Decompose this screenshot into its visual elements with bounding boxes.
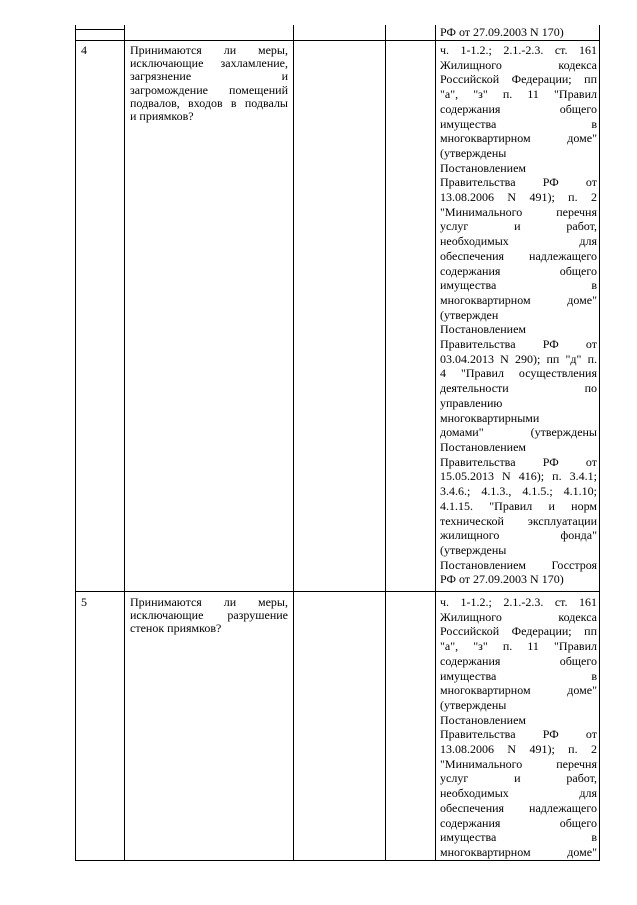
reference-line: Постановлением [440, 322, 527, 337]
reference-line: "Минимального перечня [440, 756, 597, 771]
row-number: 4 [81, 43, 87, 57]
reference-line: 13.08.2006 N 491); п. 2 [440, 742, 597, 757]
reference-line: многоквартирном доме" [440, 844, 597, 859]
reference-line: Российской Федерации; пп [440, 72, 597, 87]
reference-line: обеспечения надлежащего [440, 248, 597, 263]
reference-line: многоквартирном доме" [440, 131, 597, 146]
question-line: и приямков? [130, 109, 194, 124]
top-stub-line [75, 29, 125, 30]
reference-line: Правительства РФ от [440, 175, 597, 190]
reference-line: РФ от 27.09.2003 N 170) [440, 572, 564, 587]
reference-line: содержания общего [440, 815, 597, 830]
reference-line: 03.04.2013 N 290); пп "д" п. [440, 351, 597, 366]
reference-line: Правительства РФ от [440, 337, 597, 352]
question-line: исключающие разрушение [130, 608, 288, 623]
question-line: подвалов, входов в подвалы [130, 95, 288, 110]
column-divider-1 [124, 25, 125, 861]
reference-line: имущества в [440, 116, 597, 131]
reference-line: "Минимального перечня [440, 204, 597, 219]
reference-line: (утверждены [440, 145, 507, 160]
reference-line: Жилищного кодекса [440, 609, 597, 624]
reference-line: 4 "Правил осуществления [440, 366, 597, 381]
reference-line: Постановлением [440, 712, 527, 727]
reference-line: имущества в [440, 668, 597, 683]
reference-line: Правительства РФ от [440, 454, 597, 469]
question-line: Принимаются ли меры, [130, 43, 288, 57]
question-cell [130, 44, 288, 123]
question-line: Принимаются ли меры, [130, 595, 288, 609]
reference-line: ч. 1-1.2.; 2.1.-2.3. ст. 161 [440, 595, 597, 609]
reference-line: управлению [440, 395, 503, 410]
question-line: стенок приямков? [130, 621, 222, 636]
reference-line: необходимых для [440, 234, 597, 249]
reference-line: многоквартирном доме" [440, 683, 597, 698]
question-line: исключающие захламление, [130, 56, 288, 71]
reference-line: 4.1.15. "Правил и норм [440, 498, 597, 513]
reference-line: "а", "з" п. 11 "Правил [440, 639, 597, 654]
column-divider-3 [385, 25, 386, 861]
reference-line: (утверждены [440, 697, 507, 712]
reference-cell [440, 43, 597, 587]
reference-line: домами" (утверждены [440, 425, 597, 440]
table-border-left [75, 25, 76, 861]
reference-line: ч. 1-1.2.; 2.1.-2.3. ст. 161 [440, 43, 597, 57]
reference-cell [440, 25, 597, 40]
reference-line: деятельности по [440, 381, 597, 396]
reference-line: содержания общего [440, 653, 597, 668]
reference-cell [440, 595, 597, 860]
reference-line: Российской Федерации; пп [440, 624, 597, 639]
reference-line: (утверждены [440, 542, 507, 557]
row-divider-2 [75, 591, 600, 592]
reference-line: Постановлением Госстроя [440, 557, 597, 572]
reference-line: жилищного фонда" [440, 528, 597, 543]
reference-line: 3.4.6.; 4.1.3., 4.1.5.; 4.1.10; [440, 484, 597, 499]
question-line: загрязнение и [130, 69, 288, 84]
column-divider-4 [435, 25, 436, 861]
reference-line: содержания общего [440, 101, 597, 116]
question-cell [130, 596, 288, 636]
row-divider-1 [75, 40, 600, 41]
reference-line: имущества в [440, 830, 597, 845]
reference-line: Постановлением [440, 439, 527, 454]
table-border-right [599, 25, 600, 861]
question-line: загромождение помещений [130, 82, 288, 97]
reference-line: технической эксплуатации [440, 513, 597, 528]
reference-line: 13.08.2006 N 491); п. 2 [440, 190, 597, 205]
reference-line: имущества в [440, 278, 597, 293]
reference-line: Постановлением [440, 160, 527, 175]
reference-line: РФ от 27.09.2003 N 170) [440, 25, 564, 39]
reference-line: Правительства РФ от [440, 727, 597, 742]
reference-line: "а", "з" п. 11 "Правил [440, 87, 597, 102]
reference-line: многоквартирном доме" [440, 292, 597, 307]
column-divider-2 [293, 25, 294, 861]
reference-line: Жилищного кодекса [440, 57, 597, 72]
reference-line: 15.05.2013 N 416); п. 3.4.1; [440, 469, 597, 484]
reference-line: (утвержден [440, 307, 499, 322]
reference-line: обеспечения надлежащего [440, 800, 597, 815]
table-border-bottom [75, 860, 600, 861]
reference-line: услуг и работ, [440, 219, 597, 234]
reference-line: содержания общего [440, 263, 597, 278]
reference-line: многоквартирными [440, 410, 540, 425]
reference-line: услуг и работ, [440, 771, 597, 786]
row-number: 5 [81, 595, 87, 609]
reference-line: необходимых для [440, 786, 597, 801]
